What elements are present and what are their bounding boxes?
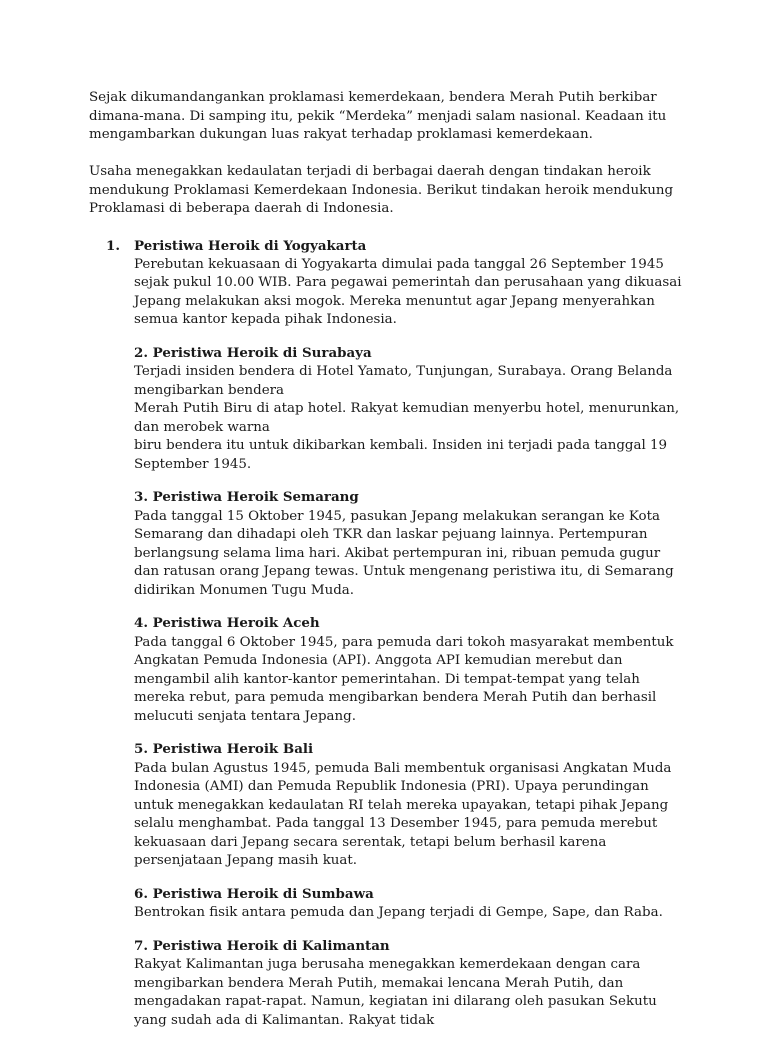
section-title: 6. Peristiwa Heroik di Sumbawa (134, 885, 374, 902)
section-title: 5. Peristiwa Heroik Bali (134, 741, 314, 757)
section-body (134, 904, 689, 923)
section-body (134, 256, 689, 330)
section-text: Bentrokan fisik antara pemuda dan Jepang terjadi di Gempe, Sape, dan Raba. (134, 905, 663, 920)
intro-paragraph: Usaha menegakkan kedaulatan terjadi di berbagai daerah dengan tindakan heroik mendukung Proklamasi Kemerdekaan Indonesia. Berikut tindakan heroik mendukung Proklamasi di beberapa daerah di Indonesia. (89, 164, 674, 216)
section-title: 4. Peristiwa Heroik Aceh (134, 615, 320, 631)
section-text: Terjadi insiden bendera di Hotel Yamato, Tunjungan, Surabaya. Orang Belanda mengibarkan bendera (134, 364, 673, 398)
section-number: 1. (106, 238, 120, 254)
section-text: Perebutan kekuasaan di Yogyakarta dimulai pada tanggal 26 September 1945 sejak pukul 10.00 WIB. Para pegawai pemerintah dan perusahaan yang dikuasai Jepang melakukan aksi mogok. Mereka menuntut agar Jepang menyerahkan semua kantor kepada pihak Indonesia. (134, 256, 682, 327)
document-page (89, 89, 689, 1044)
section-text: Pada bulan Agustus 1945, pemuda Bali membentuk organisasi Angkatan Muda Indonesia (AMI) dan Pemuda Republik Indonesia (PRI). Upaya perundingan untuk menegakkan kedaulatan RI telah mereka upayakan, tetapi pihak Jepang selalu menghambat. Pada tanggal 13 Desember 1945, para pemuda merebut kekuasaan dari Jepang secara serentak, tetapi belum berhasil karena persenjataan Jepang masih kuat. (134, 760, 672, 868)
section-aceh (89, 614, 689, 726)
section-semarang (89, 488, 689, 600)
section-body (134, 363, 689, 474)
section-text: Merah Putih Biru di atap hotel. Rakyat kemudian menyerbu hotel, menurunkan, dan merobek warna (134, 401, 680, 435)
section-title: Peristiwa Heroik di Yogyakarta (134, 238, 367, 254)
section-bali (89, 740, 689, 871)
section-text: Rakyat Kalimantan juga berusaha menegakkan kemerdekaan dengan cara mengibarkan bendera Merah Putih, memakai lencana Merah Putih, dan mengadakan rapat-rapat. Namun, kegiatan ini dilarang oleh pasukan Sekutu yang sudah ada di Kalimantan. Rakyat tidak (134, 957, 657, 1028)
section-body (134, 956, 689, 1030)
section-title: 2. Peristiwa Heroik di Surabaya (134, 344, 372, 361)
intro-paragraph: Sejak dikumandangankan proklamasi kemerdekaan, bendera Merah Putih berkibar dimana-mana. Di samping itu, pekik “Merdeka” menjadi salam nasional. Keadaan itu mengambarkan dukungan luas rakyat terhadap proklamasi kemerdekaan. (89, 90, 667, 142)
section-title: 3. Peristiwa Heroik Semarang (134, 489, 359, 505)
section-sumbawa (89, 885, 689, 923)
section-yogyakarta (89, 237, 689, 330)
section-text: biru bendera itu untuk dikibarkan kembali. Insiden ini terjadi pada tanggal 19 September 1945. (134, 438, 668, 472)
section-text: Pada tanggal 6 Oktober 1945, para pemuda dari tokoh masyarakat membentuk Angkatan Pemuda Indonesia (API). Anggota API kemudian merebut dan mengambil alih kantor-kantor pemerintahan. Di tempat-tempat yang telah mereka rebut, para pemuda mengibarkan bendera Merah Putih dan berhasil melucuti senjata tentara Jepang. (134, 634, 674, 724)
section-text: Pada tanggal 15 Oktober 1945, pasukan Jepang melakukan serangan ke Kota Semarang dan dihadapi oleh TKR dan laskar pejuang lainnya. Pertempuran berlangsung selama lima hari. Akibat pertempuran ini, ribuan pemuda gugur dan ratusan orang Jepang tewas. Untuk mengenang peristiwa itu, di Semarang didirikan Monumen Tugu Muda. (134, 508, 674, 598)
section-kalimantan (89, 937, 689, 1031)
section-body (134, 634, 689, 727)
section-surabaya (89, 344, 689, 475)
section-body (134, 508, 689, 601)
section-title: 7. Peristiwa Heroik di Kalimantan (134, 937, 390, 954)
section-body (134, 760, 689, 871)
section-heading (106, 237, 689, 256)
